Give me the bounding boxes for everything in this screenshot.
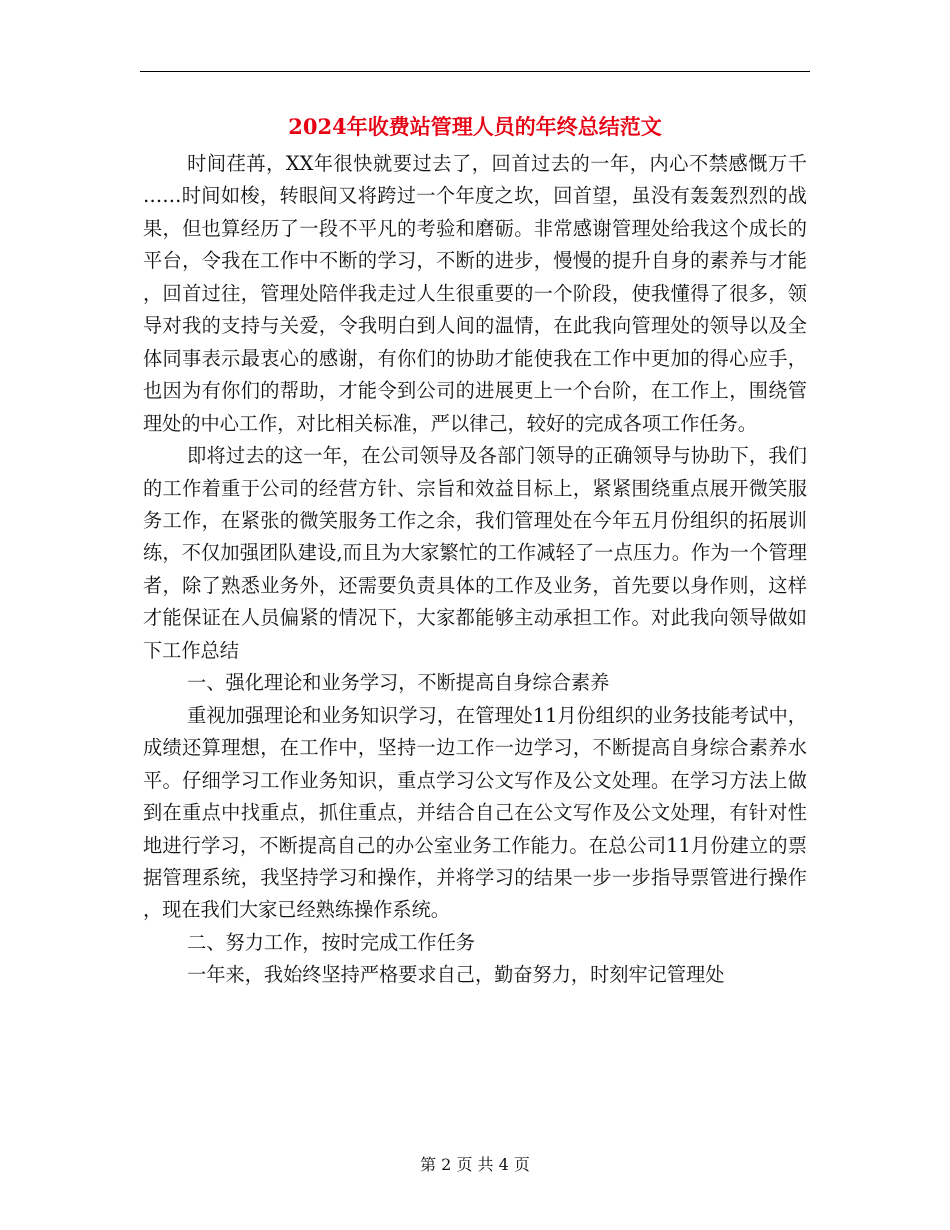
page-number-footer: 第 2 页 共 4 页 [420, 1155, 530, 1174]
document-title: 2024年收费站管理人员的年终总结范文 [288, 114, 662, 139]
paragraph-work: 一年来，我始终坚持严格要求自己，勤奋努力，时刻牢记管理处 [187, 963, 725, 987]
paragraph-study: 重视加强理论和业务知识学习，在管理处11月份组织的业务技能考试中，成绩还算理想，在工作中，坚持一边工作一边学习，不断提高自身综合素养水平。仔细学习工作业务知识，重点学习公文写作及公文处理。在学习方法上做到在重点中找重点，抓住重点，并结合自己在公文写作及公文处理，有针对性地进行学习，不断提高自己的办公室业务工作能力。在总公司11月份建立的票据管理系统，我坚持学习和操作，并将学习的结果一步一步指导票管进行操作，现在我们大家已经熟练操作系统。 [143, 703, 807, 922]
header-rule [140, 71, 810, 72]
section-heading-1: 一、强化理论和业务学习，不断提高自身综合素养 [187, 671, 610, 695]
document-body [143, 148, 807, 992]
paragraph-intro: 时间荏苒，XX年很快就要过去了，回首过去的一年，内心不禁感慨万千……时间如梭，转眼间又将跨过一个年度之坎，回首望，虽没有轰轰烈烈的战果，但也算经历了一段不平凡的考验和磨砺。非常感谢管理处给我这个成长的平台，令我在工作中不断的学习，不断的进步，慢慢的提升自身的素养与才能，回首过往，管理处陪伴我走过人生很重要的一个阶段，使我懂得了很多，领导对我的支持与关爱，令我明白到人间的温情，在此我向管理处的领导以及全体同事表示最衷心的感谢，有你们的协助才能使我在工作中更加的得心应手，也因为有你们的帮助，才能令到公司的进展更上一个台阶，在工作上，围绕管理处的中心工作，对比相关标准，严以律己，较好的完成各项工作任务。 [143, 152, 807, 435]
paragraph-overview: 即将过去的这一年，在公司领导及各部门领导的正确领导与协助下，我们的工作着重于公司的经营方针、宗旨和效益目标上，紧紧围绕重点展开微笑服务工作，在紧张的微笑服务工作之余，我们管理处在今年五月份组织的拓展训练，不仅加强团队建设,而且为大家繁忙的工作减轻了一点压力。作为一个管理者，除了熟悉业务外，还需要负责具体的工作及业务，首先要以身作则，这样才能保证在人员偏紧的情况下，大家都能够主动承担工作。对此我向领导做如下工作总结 [143, 444, 807, 662]
section-heading-2: 二、努力工作，按时完成工作任务 [187, 930, 475, 954]
